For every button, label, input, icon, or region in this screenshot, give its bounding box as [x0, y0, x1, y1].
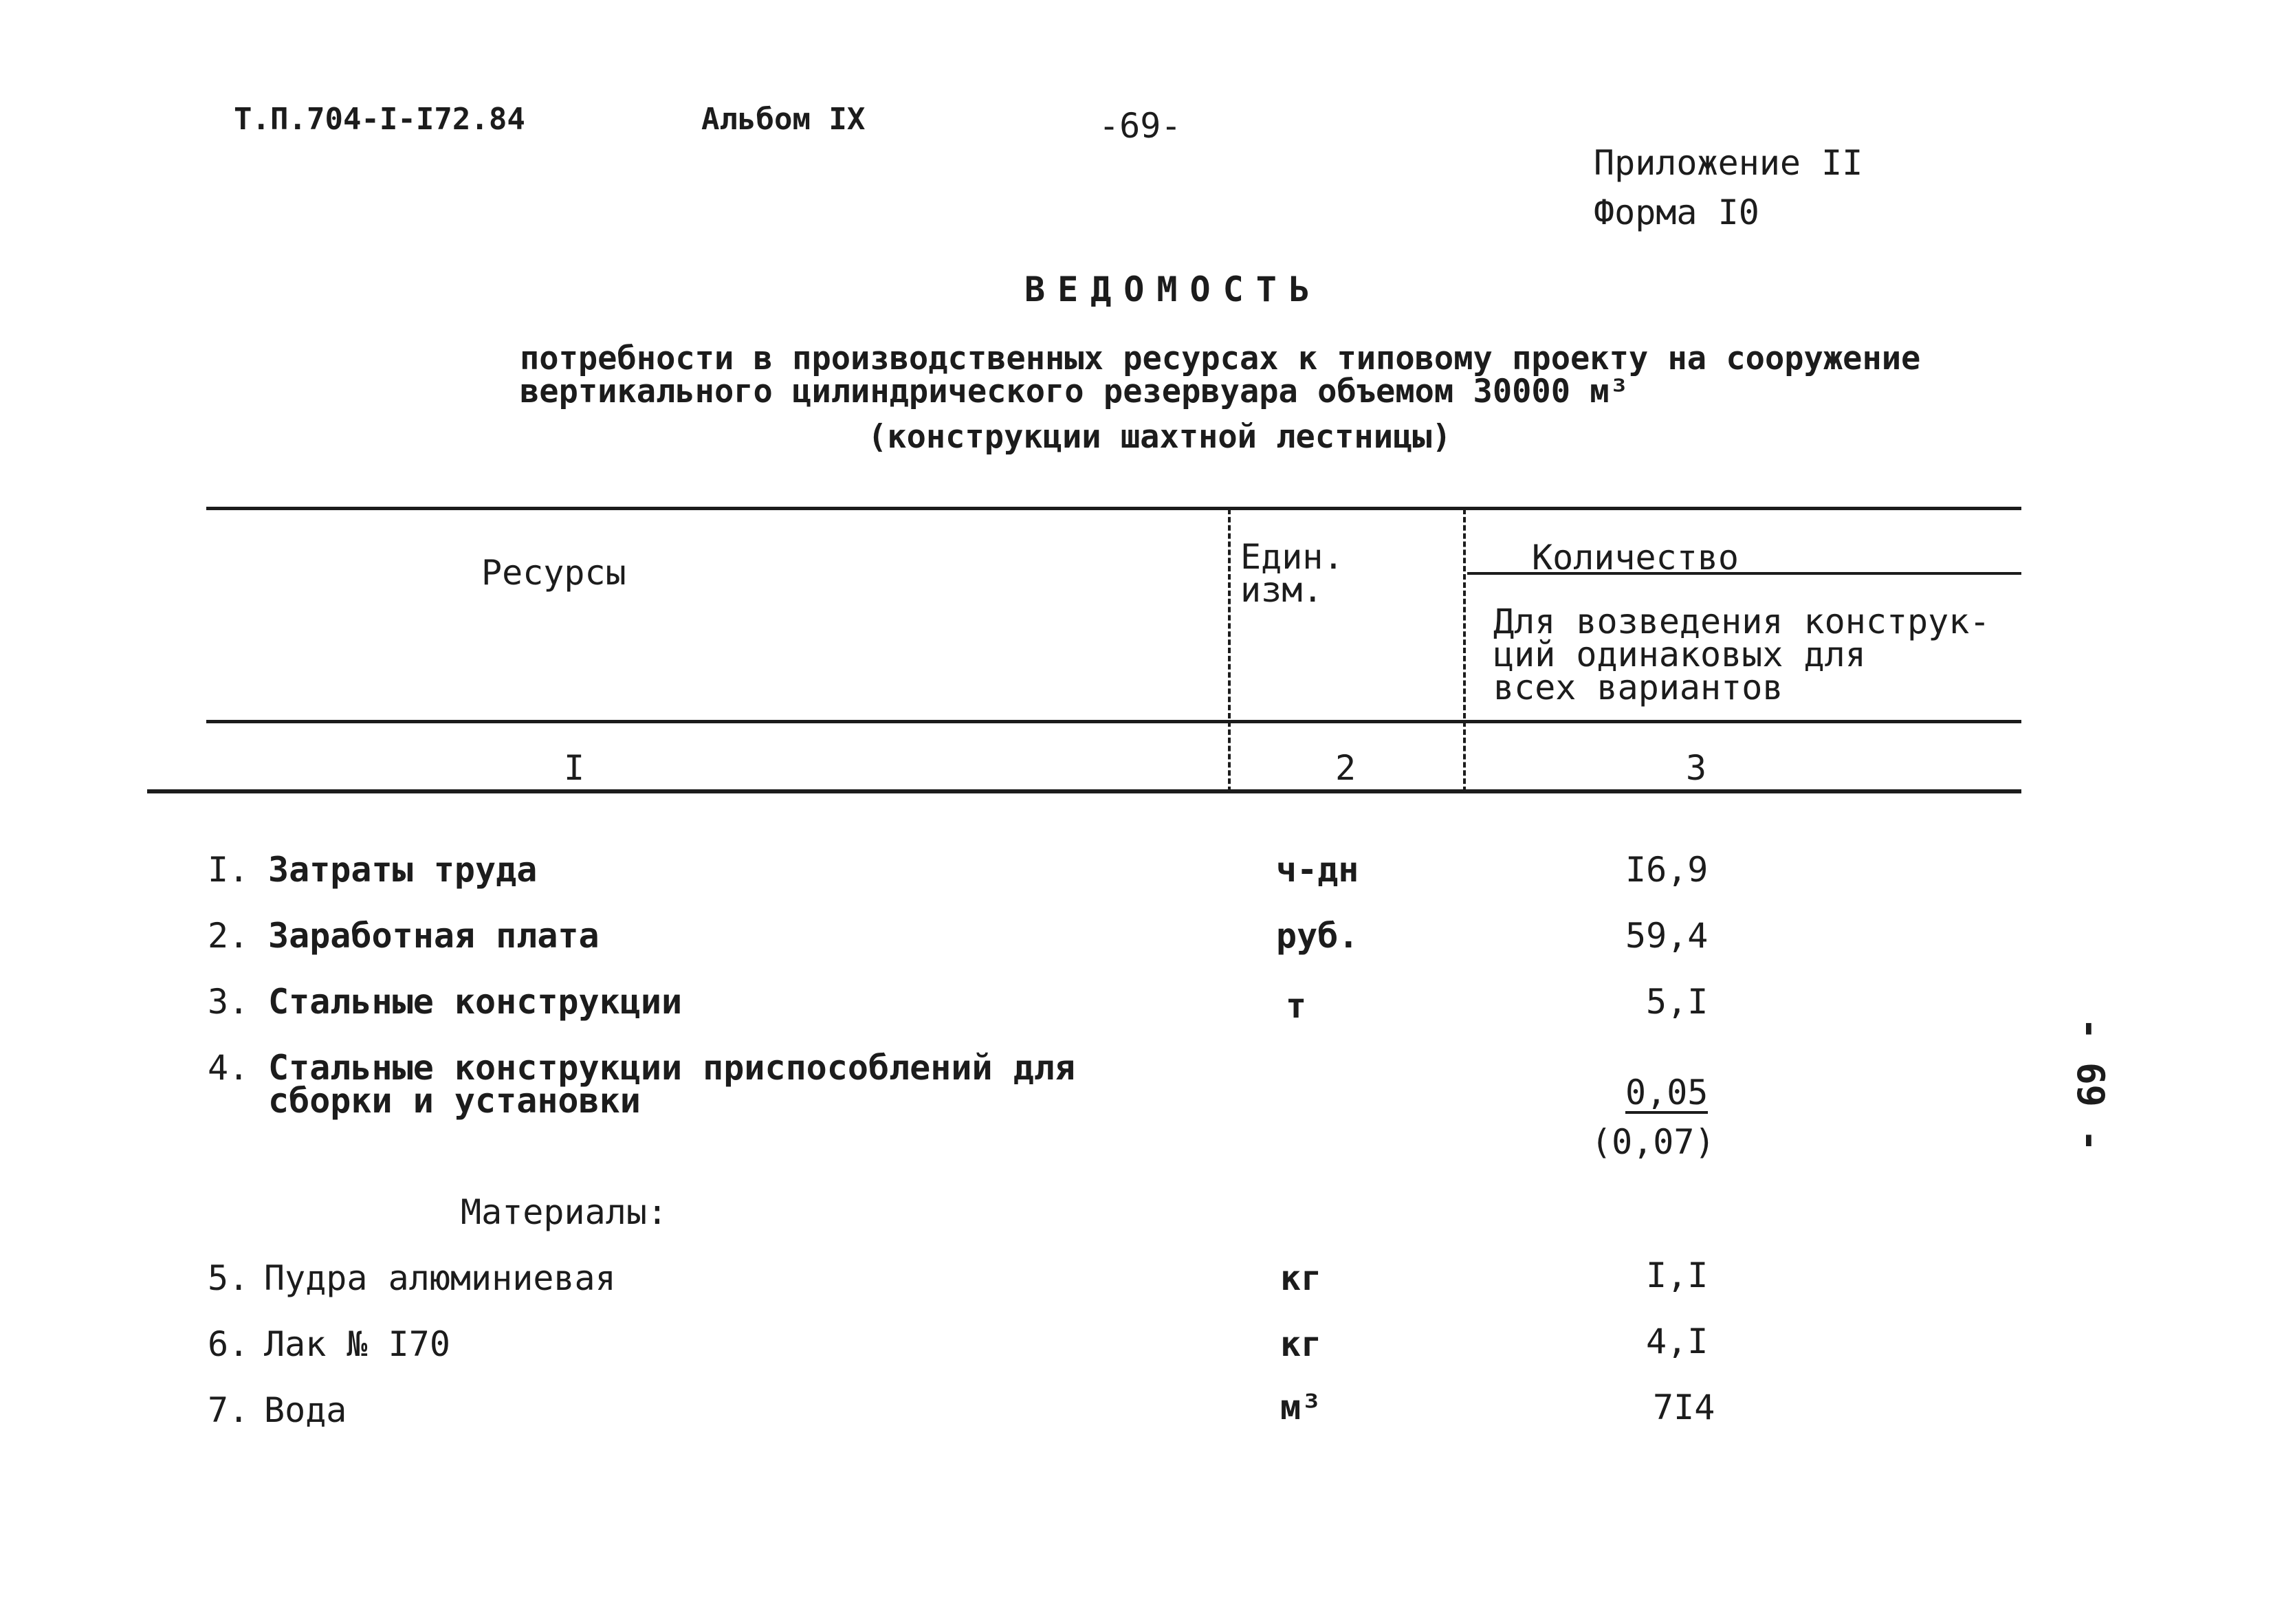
album-label: Альбом IX [701, 102, 866, 137]
row-7-name: Вода [264, 1390, 347, 1430]
row-3-number: 3. [208, 982, 250, 1022]
header-quantity: Количество [1532, 538, 1739, 578]
row-2-unit: руб. [1276, 916, 1359, 956]
row-4-name-line-1: Стальные конструкции приспособлений для [268, 1048, 1075, 1088]
column-number-bottom-rule [147, 789, 2021, 793]
row-2-quantity: 59,4 [1625, 916, 1709, 956]
row-5-quantity: I,I [1646, 1255, 1709, 1295]
column-separator-1 [1228, 509, 1231, 792]
row-7-quantity: 7I4 [1653, 1387, 1715, 1427]
row-4-quantity: 0,05 [1625, 1073, 1709, 1112]
form-label: Форма I0 [1594, 193, 1759, 232]
document-title: ВЕДОМОСТЬ [1024, 270, 1322, 309]
row-4-quantity-alt: (0,07) [1591, 1122, 1715, 1162]
row-3-name: Стальные конструкции [268, 982, 683, 1022]
table-header-bottom-rule [206, 720, 2021, 723]
doc-code: Т.П.704-I-I72.84 [234, 102, 525, 137]
row-1-quantity: I6,9 [1625, 850, 1709, 890]
header-resources: Ресурсы [481, 553, 626, 593]
margin-page-number: - 69 - [2069, 1018, 2112, 1152]
row-4-number: 4. [208, 1048, 250, 1088]
table-top-rule [206, 507, 2021, 510]
title-line-2: вертикального цилиндрического резервуара объемом 30000 м³ [520, 373, 1629, 410]
row-1-unit: ч-дн [1276, 850, 1359, 890]
column-number-2: 2 [1335, 748, 1357, 788]
row-5-number: 5. [208, 1258, 250, 1298]
row-4-name-line-2: сборки и установки [268, 1081, 641, 1121]
row-1-number: I. [208, 850, 250, 890]
row-5-name: Пудра алюминиевая [264, 1258, 616, 1298]
row-7-unit: м³ [1280, 1387, 1322, 1427]
title-line-3: (конструкции шахтной лестницы) [868, 418, 1451, 456]
column-number-1: I [564, 748, 585, 788]
row-2-number: 2. [208, 916, 250, 956]
page-number: -69- [1099, 106, 1182, 146]
row-6-unit: кг [1280, 1324, 1322, 1364]
row-6-quantity: 4,I [1646, 1321, 1709, 1361]
row-3-quantity: 5,I [1646, 982, 1709, 1022]
row-6-number: 6. [208, 1324, 250, 1364]
header-unit: Един. изм. [1240, 537, 1344, 610]
title-line-1: потребности в производственных ресурсах к типовому проекту на сооружение [520, 340, 1921, 377]
column-number-3: 3 [1686, 748, 1707, 788]
column-separator-2 [1463, 509, 1466, 792]
row-3-unit: т [1286, 986, 1307, 1026]
header-quantity-sub: Для возведения конструк- ций одинаковых для всех вариантов [1493, 602, 1990, 707]
row-1-name: Затраты труда [268, 850, 538, 890]
appendix-label: Приложение II [1594, 143, 1863, 183]
row-6-name: Лак № I70 [264, 1324, 450, 1364]
materials-heading: Материалы: [461, 1192, 668, 1232]
row-2-name: Заработная плата [268, 916, 600, 956]
row-7-number: 7. [208, 1390, 250, 1430]
row-5-unit: кг [1280, 1258, 1322, 1298]
